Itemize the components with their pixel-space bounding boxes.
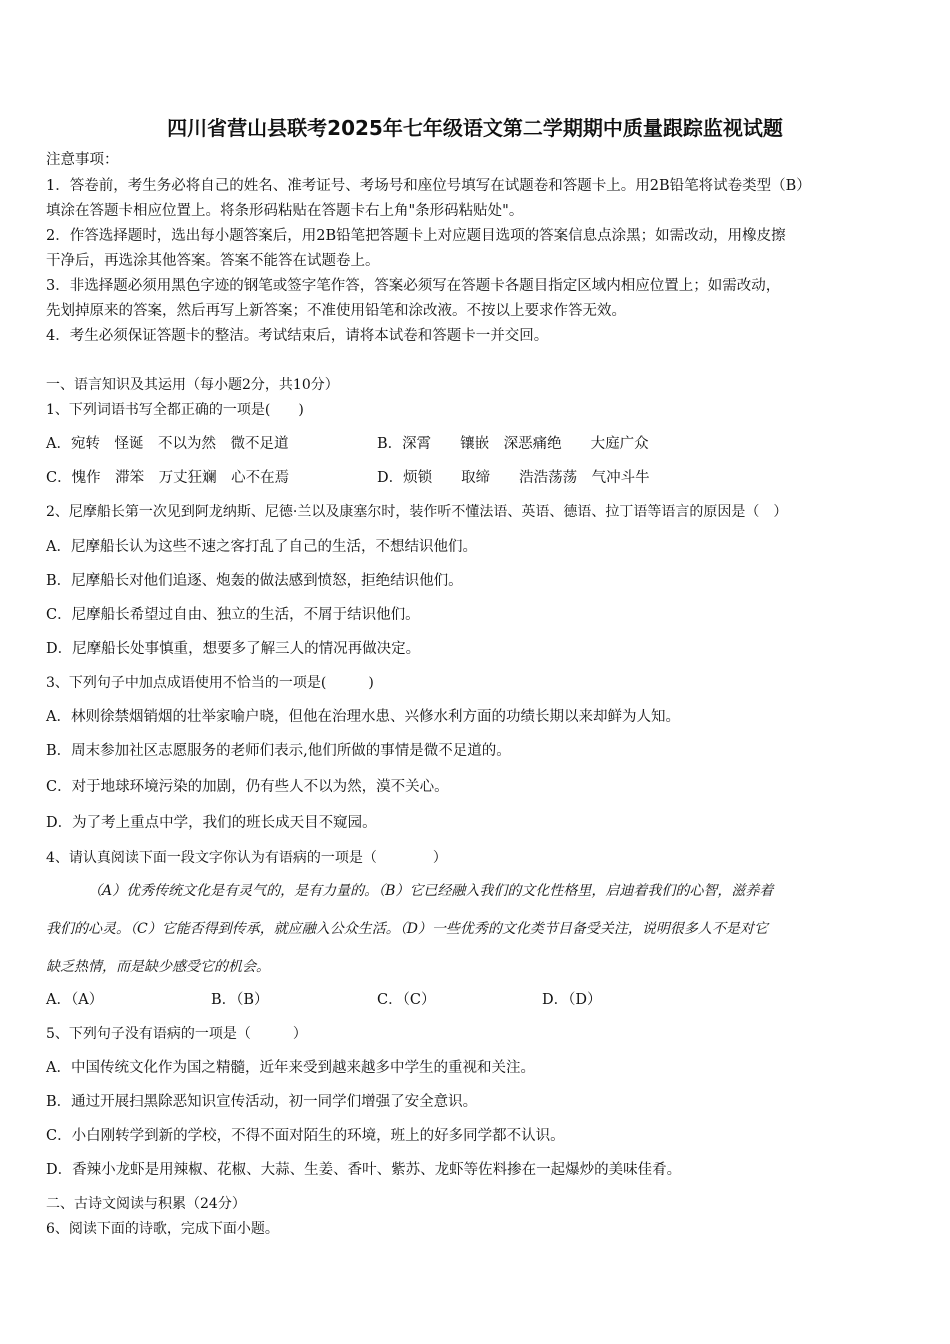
passage-line: （A）优秀传统文化是有灵气的，是有力量的。（B）它已经融入我们的文化性格里，启迪着我们的心智，滋养着 xyxy=(88,883,774,899)
notice-line: 2．作答选择题时，选出每小题答案后，用2B铅笔把答题卡上对应题目选项的答案信息点涂黑；如需改动，用橡皮擦 xyxy=(46,228,786,244)
option-b: B．通过开展扫黑除恶知识宣传活动，初一同学们增强了安全意识。 xyxy=(46,1094,478,1110)
question-stem: 2、尼摩船长第一次见到阿龙纳斯、尼德·兰以及康塞尔时，装作听不懂法语、英语、德语、拉丁语等语言的原因是（ ） xyxy=(46,504,788,520)
option-b: B．尼摩船长对他们追逐、炮轰的做法感到愤怒，拒绝结识他们。 xyxy=(46,573,463,589)
option-c: C．小白刚转学到新的学校，不得不面对陌生的环境，班上的好多同学都不认识。 xyxy=(46,1128,565,1144)
option-d: D．香辣小龙虾是用辣椒、花椒、大蒜、生姜、香叶、紫苏、龙虾等佐料掺在一起爆炒的美味佳肴。 xyxy=(46,1162,682,1178)
notice-line: 1．答卷前，考生务必将自己的姓名、准考证号、考场号和座位号填写在试题卷和答题卡上。用2B铅笔将试卷类型（B） xyxy=(46,178,811,194)
option-a: A．宛转 怪诞 不以为然 微不足道 xyxy=(46,436,289,452)
notice-line: 填涂在答题卡相应位置上。将条形码粘贴在答题卡右上角"条形码粘贴处"。 xyxy=(46,203,524,219)
option-c: C．尼摩船长希望过自由、独立的生活，不屑于结识他们。 xyxy=(46,607,420,623)
option-b: B．深霄 镶嵌 深恶痛绝 大庭广众 xyxy=(377,436,649,452)
option-d: D．（D） xyxy=(542,992,602,1008)
option-c: C．愧作 滞笨 万丈狂斓 心不在焉 xyxy=(46,470,290,486)
section-heading: 二、古诗文阅读与积累（24分） xyxy=(46,1196,246,1212)
notice-line: 先划掉原来的答案，然后再写上新答案；不准使用铅笔和涂改液。不按以上要求作答无效。 xyxy=(46,303,626,319)
option-c: C．对于地球环境污染的加剧，仍有些人不以为然，漠不关心。 xyxy=(46,779,449,795)
notice-line: 干净后，再选涂其他答案。答案不能答在试题卷上。 xyxy=(46,253,380,269)
option-d: D．为了考上重点中学，我们的班长成天目不窥园。 xyxy=(46,815,377,831)
option-d: D．烦锁 取缔 浩浩荡荡 气冲斗牛 xyxy=(377,470,650,486)
question-stem: 6、阅读下面的诗歌，完成下面小题。 xyxy=(46,1221,279,1237)
option-b: B．（B） xyxy=(211,992,269,1008)
option-b: B．周末参加社区志愿服务的老师们表示,他们所做的事情是微不足道的。 xyxy=(46,743,511,759)
passage-line: 我们的心灵。（C）它能否得到传承，就应融入公众生活。（D）一些优秀的文化类节目备受关注，说明很多人不是对它 xyxy=(46,921,768,937)
notice-line: 3．非选择题必须用黑色字迹的钢笔或签字笔作答，答案必须写在答题卡各题目指定区域内相应位置上；如需改动， xyxy=(46,278,781,294)
exam-title: 四川省营山县联考2025年七年级语文第二学期期中质量跟踪监视试题 xyxy=(167,116,783,140)
notice-line: 4．考生必须保证答题卡的整洁。考试结束后，请将本试卷和答题卡一并交回。 xyxy=(46,328,549,344)
question-stem: 5、下列句子没有语病的一项是（ ） xyxy=(46,1026,307,1042)
section-heading: 一、语言知识及其运用（每小题2分，共10分） xyxy=(46,377,339,393)
option-d: D．尼摩船长处事慎重，想要多了解三人的情况再做决定。 xyxy=(46,641,421,657)
option-c: C．（C） xyxy=(377,992,436,1008)
question-stem: 3、下列句子中加点成语使用不恰当的一项是( ) xyxy=(46,675,374,691)
option-a: A．中国传统文化作为国之精髓，近年来受到越来越多中学生的重视和关注。 xyxy=(46,1060,535,1076)
question-stem: 4、请认真阅读下面一段文字你认为有语病的一项是（ ） xyxy=(46,850,447,866)
option-a: A．（A） xyxy=(46,992,104,1008)
option-a: A．尼摩船长认为这些不速之客打乱了自己的生活，不想结识他们。 xyxy=(46,539,477,555)
question-stem: 1、下列词语书写全都正确的一项是( ) xyxy=(46,402,304,418)
option-a: A．林则徐禁烟销烟的壮举家喻户晓，但他在治理水患、兴修水利方面的功绩长期以来却鲜为人知。 xyxy=(46,709,680,725)
passage-line: 缺乏热情，而是缺少感受它的机会。 xyxy=(46,959,270,975)
notice-heading: 注意事项： xyxy=(46,152,119,168)
